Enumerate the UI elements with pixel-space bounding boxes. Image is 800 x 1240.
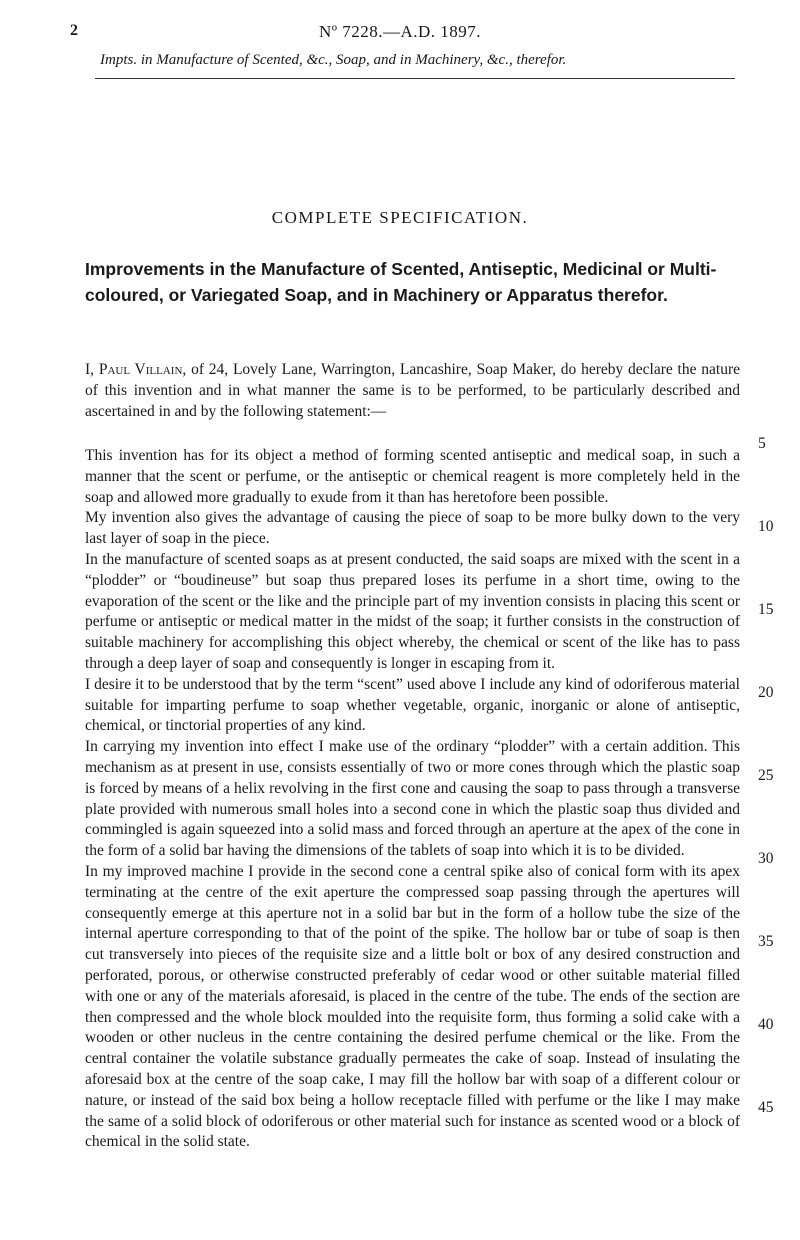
line-number-20: 20: [758, 684, 774, 701]
paragraph-scent-definition: I desire it to be understood that by the term “scent” used above I include any kind of odoriferous material suitable for imparting perfume to soap whether vegetable, organic, inorganic or alone of antiseptic, chemical, or tinctorial properties of any kind.: [85, 675, 740, 735]
paragraph-advantage: My invention also gives the advantage of causing the piece of soap to be more bulky down to the very last layer of soap in the piece.: [85, 509, 740, 548]
line-number-45: 45: [758, 1099, 774, 1116]
document-title: Improvements in the Manufacture of Scented, Antiseptic, Medicinal or Multi-coloured, or Variegated Soap, and in Machinery or Apparatus therefor.: [85, 259, 717, 305]
line-number-40: 40: [758, 1016, 774, 1033]
line-number-15: 15: [758, 601, 774, 618]
line-number-5: 5: [758, 435, 766, 452]
intro-paragraph: [85, 360, 740, 422]
paragraph-manufacture: In the manufacture of scented soaps as at present conducted, the said soaps are mixed with the scent in a “plodder” or “boudineuse” but soap thus prepared loses its perfume in a short time, owing to the evaporation of the scent or the like and the principle part of my invention consists in placing this scent or perfume or antiseptic or medical matter in the midst of the soap; it further consists in the construction of suitable machinery for accomplishing this object whereby, the chemical or scent of the like has to pass through a deep layer of soap and consequently is longer in escaping from it.: [85, 550, 740, 672]
page-number: 2: [70, 22, 78, 39]
intro-prefix: I,: [85, 361, 99, 378]
specification-body: [85, 446, 740, 1153]
inventor-name: Paul Villain: [98, 361, 183, 378]
paragraph-improved-machine: In my improved machine I provide in the second cone a central spike also of conical form with its apex terminating at the centre of the exit aperture the compressed soap passing through the apertures will consequently emerge at this aperture not in a solid bar but in the form of a hollow tube the size of the internal aperture corresponding to that of the point of the spike. The hollow bar or tube of soap is then cut transversely into pieces of the requisite size and a little bolt or box of any desired construction and perforated, porous, or otherwise constructed preferably of cedar wood or other suitable material filled with one or any of the materials aforesaid, is placed in the centre of the tube. The ends of the section are then compressed and the whole block moulded into the requisite form, thus forming a solid cake with a wooden or other nucleus in the centre containing the desired perfume chemical or the like. From the central container the volatile substance gradually permeates the cake of soap. Instead of insulating the aforesaid box at the centre of the soap cake, I may fill the hollow bar with soap of a different colour or nature, or instead of the said box being a hollow receptacle filled with perfume or the like I may make the same of a solid block of odoriferous or other material such for instance as scented wood or a block of chemical in the solid state.: [85, 862, 740, 1151]
running-title: Impts. in Manufacture of Scented, &c., Soap, and in Machinery, &c., therefor.: [100, 52, 567, 68]
line-number-30: 30: [758, 850, 774, 867]
line-number-35: 35: [758, 933, 774, 950]
patent-number: Nº 7228.—A.D. 1897.: [318, 22, 482, 41]
paragraph-plodder: In carrying my invention into effect I make use of the ordinary “plodder” with a certain addition. This mechanism as at present in use, consists essentially of two or more cones through which the plastic soap is forced by means of a helix revolving in the first cone and causing the soap to pass through a transverse plate provided with numerous small holes into a second cone in which the plastic soap thus divided and commingled is again squeezed into a solid mass and forced through an aperture at the apex of the cone in the form of a solid bar having the dimensions of the tablets of soap into which it is to be divided.: [85, 738, 740, 860]
header-rule: [95, 78, 735, 79]
intro-rest: , of 24, Lovely Lane, Warrington, Lancashire, Soap Maker, do hereby declare the nature of this invention and in what manner the same is to be performed, to be particularly described and ascertained in and by the following statement:—: [85, 361, 741, 420]
line-number-25: 25: [758, 767, 774, 784]
line-number-10: 10: [758, 518, 774, 535]
paragraph-object: This invention has for its object a method of forming scented antiseptic and medical soap, in such a manner that the scent or perfume, or the antiseptic or chemical reagent is more completely held in the soap and allowed more gradually to exude from it than has heretofore been possible.: [85, 447, 740, 506]
specification-heading: COMPLETE SPECIFICATION.: [271, 208, 529, 227]
